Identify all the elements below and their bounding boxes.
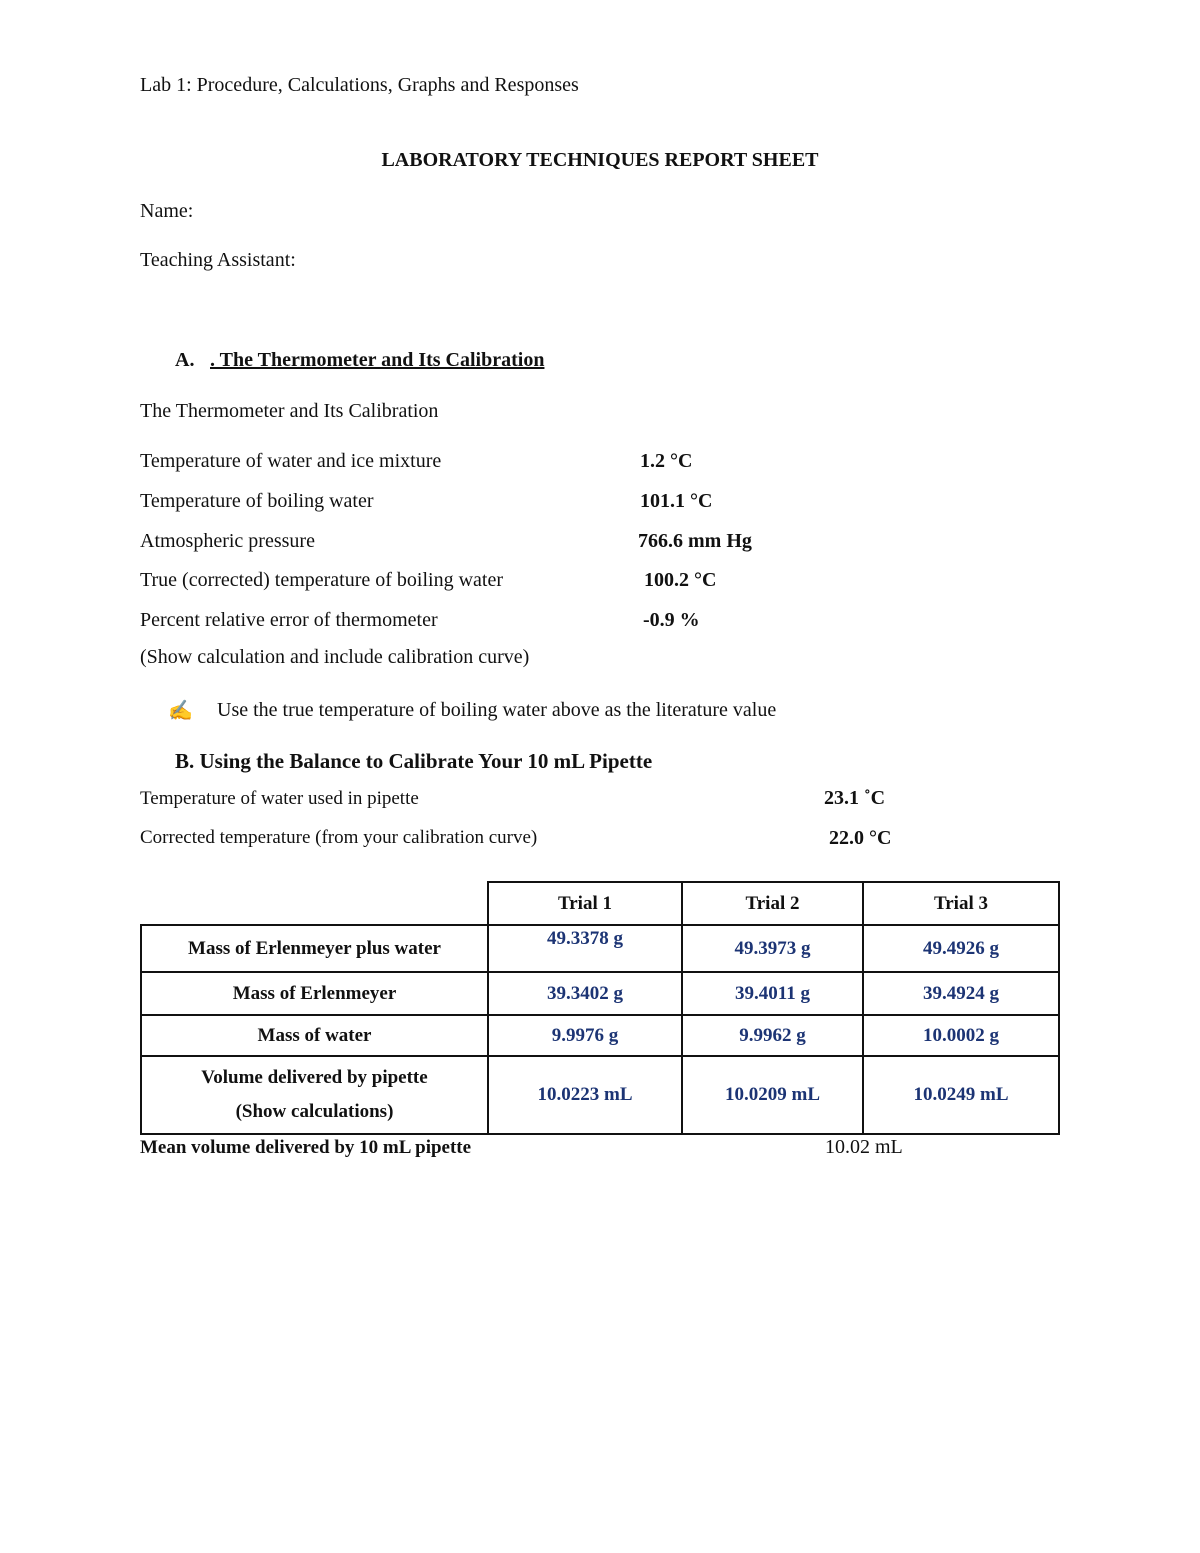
row-label: Mass of Erlenmeyer — [141, 972, 488, 1015]
pressure-label: Atmospheric pressure — [140, 530, 315, 552]
ice-temp-value: 1.2 °C — [640, 450, 693, 472]
section-b-heading: B. Using the Balance to Calibrate Your 10 mL Pipette — [175, 749, 653, 773]
cell-value: 10.0209 mL — [682, 1056, 863, 1134]
table-header-row — [141, 882, 1059, 925]
page-header: Lab 1: Procedure, Calculations, Graphs and Responses — [140, 74, 579, 96]
column-header: Trial 1 — [488, 882, 682, 925]
bullet-note: Use the true temperature of boiling water above as the literature value — [217, 699, 777, 721]
mean-volume-value: 10.02 mL — [825, 1136, 903, 1158]
writing-hand-icon: ✍ — [168, 700, 193, 722]
boiling-temp-value: 101.1 °C — [640, 490, 713, 512]
cell-value: 49.3973 g — [682, 925, 863, 972]
section-a-subtitle: The Thermometer and Its Calibration — [140, 400, 439, 422]
column-header: Trial 3 — [863, 882, 1059, 925]
report-title: LABORATORY TECHNIQUES REPORT SHEET — [381, 149, 819, 171]
water-temp-label: Temperature of water used in pipette — [140, 788, 419, 809]
mean-volume-label: Mean volume delivered by 10 mL pipette — [140, 1137, 472, 1158]
true-temp-label: True (corrected) temperature of boiling water — [140, 569, 503, 591]
table-row — [141, 1056, 1059, 1134]
cell-value: 10.0002 g — [863, 1015, 1059, 1056]
cell-value: 10.0249 mL — [863, 1056, 1059, 1134]
corrected-temp-value: 22.0 °C — [829, 827, 892, 849]
cell-value: 49.3378 g — [488, 925, 682, 972]
row-label: Mass of water — [141, 1015, 488, 1056]
error-label: Percent relative error of thermometer — [140, 609, 438, 631]
ta-label: Teaching Assistant: — [140, 249, 296, 271]
cell-value: 9.9976 g — [488, 1015, 682, 1056]
pressure-value: 766.6 mm Hg — [638, 530, 752, 552]
cell-value: 39.4011 g — [682, 972, 863, 1015]
table-row — [141, 925, 1059, 972]
cell-value: 9.9962 g — [682, 1015, 863, 1056]
water-temp-value: 23.1 ˚C — [824, 787, 886, 809]
cell-value: 39.4924 g — [863, 972, 1059, 1015]
corrected-temp-label: Corrected temperature (from your calibration curve) — [140, 827, 538, 848]
section-a-prefix: A. — [175, 349, 195, 371]
true-temp-value: 100.2 °C — [644, 569, 717, 591]
row-label-line: Volume delivered by pipette — [201, 1067, 428, 1088]
error-value: -0.9 % — [643, 609, 700, 631]
column-header: Trial 2 — [682, 882, 863, 925]
row-label — [141, 1056, 488, 1134]
row-label: Mass of Erlenmeyer plus water — [141, 925, 488, 972]
section-a-heading: . The Thermometer and Its Calibration — [210, 349, 545, 371]
table-row — [141, 1015, 1059, 1056]
boiling-temp-label: Temperature of boiling water — [140, 490, 374, 512]
cell-value: 49.4926 g — [863, 925, 1059, 972]
ice-temp-label: Temperature of water and ice mixture — [140, 450, 442, 472]
pipette-calibration-table — [140, 881, 1060, 1135]
calc-note: (Show calculation and include calibration curve) — [140, 646, 530, 668]
cell-value: 10.0223 mL — [488, 1056, 682, 1134]
table-row — [141, 972, 1059, 1015]
row-label-note: (Show calculations) — [235, 1101, 394, 1122]
cell-value: 39.3402 g — [488, 972, 682, 1015]
name-label: Name: — [140, 200, 194, 222]
